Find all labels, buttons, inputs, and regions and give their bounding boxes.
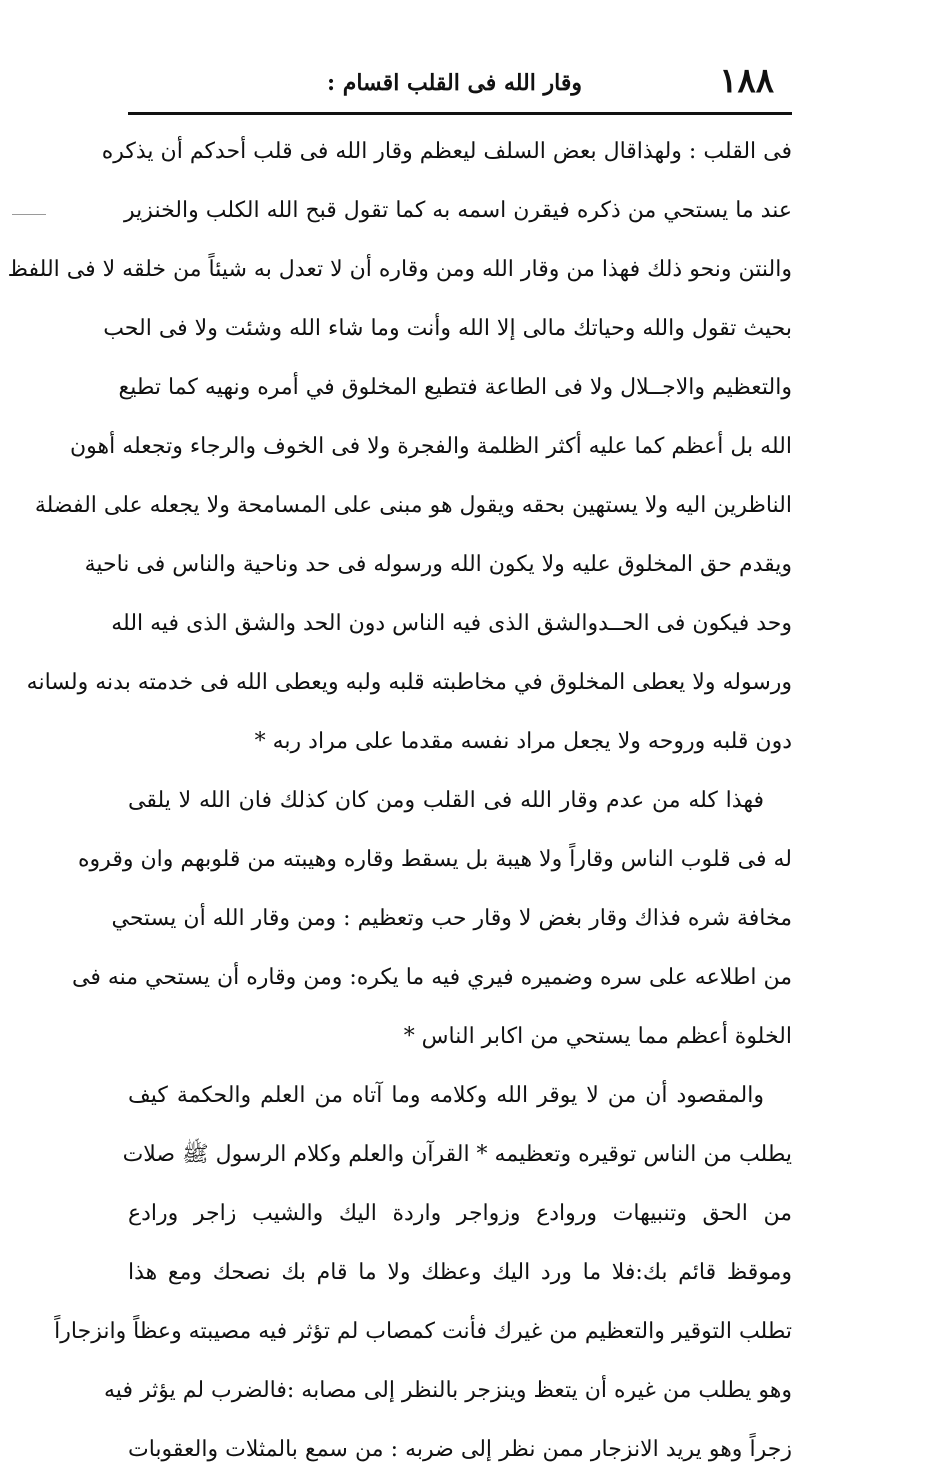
paragraph-3: [54, 1066, 792, 1479]
header-rule: [128, 112, 792, 115]
text-line: من اطلاعه على سره وضميره فيري فيه ما يكره: ومن وقاره أن يستحي منه فى: [72, 965, 792, 990]
text-line: والنتن ونحو ذلك فهذا من وقار الله ومن وقاره أن لا تعدل به شيئاً من خلقه لا فى اللفظ: [7, 257, 792, 282]
text-line: تطلب التوقير والتعظيم من غيرك فأنت كمصاب لم تؤثر فيه مصيبته وعظاً وانزجاراً: [54, 1319, 792, 1344]
text-line: فى القلب : ولهذاقال بعض السلف ليعظم وقار الله فى قلب أحدكم أن يذكره: [101, 139, 792, 164]
text-line: فهذا كله من عدم وقار الله فى القلب ومن كان كذلك فان الله لا يلقى: [128, 788, 764, 813]
text-line: له فى قلوب الناس وقاراً ولا هيبة بل يسقط وقاره وهيبته من قلوبهم وان وقروه: [78, 847, 792, 872]
text-line: مخافة شره فذاك وقار بغض لا وقار حب وتعظيم : ومن وقار الله أن يستحي: [111, 906, 792, 931]
page-header: [128, 62, 792, 102]
text-line: والمقصود أن من لا يوقر الله وكلامه وما آتاه من العلم والحكمة كيف: [128, 1083, 764, 1108]
margin-mark: [12, 214, 46, 215]
text-line: الناظرين اليه ولا يستهين بحقه ويقول هو مبنى على المسامحة ولا يجعله على الفضلة: [34, 493, 792, 518]
running-title: وقار الله فى القلب اقسام :: [326, 70, 582, 96]
text-line: بحيث تقول والله وحياتك مالى إلا الله وأنت وما شاء الله وشئت ولا فى الحب: [103, 316, 792, 341]
text-line: الله بل أعظم كما عليه أكثر الظلمة والفجرة ولا فى الخوف والرجاء وتجعله أهون: [69, 434, 792, 459]
page-number: ١٨٨: [719, 61, 774, 101]
text-line: وهو يطلب من غيره أن يتعظ وينزجر بالنظر إلى مصابه :فالضرب لم يؤثر فيه: [104, 1378, 792, 1403]
text-line: الخلوة أعظم مما يستحي من اكابر الناس *: [403, 1024, 792, 1049]
text-line: والتعظيم والاجــلال ولا فى الطاعة فتطيع المخلوق في أمره ونهيه كما تطيع: [118, 375, 792, 400]
body-text: [7, 122, 792, 1479]
text-line: ورسوله ولا يعطى المخلوق في مخاطبته قلبه ولبه ويعطى الله فى خدمته بدنه ولسانه: [26, 670, 792, 695]
text-line: دون قلبه وروحه ولا يجعل مراد نفسه مقدما على مراد ربه *: [254, 729, 792, 754]
text-line: ويقدم حق المخلوق عليه ولا يكون الله ورسوله فى حد وناحية والناس فى ناحية: [84, 552, 792, 577]
text-line: من الحق وتنبيهات وروادع وزواجر واردة اليك والشيب زاجر ورادع: [128, 1201, 792, 1226]
paragraph-1: [7, 122, 792, 771]
text-line: وحد فيكون فى الحــدوالشق الذى فيه الناس دون الحد والشق الذى فيه الله: [111, 611, 792, 636]
paragraph-2: [72, 771, 792, 1066]
text-line: وموقظ قائم بك:فلا ما ورد اليك وعظك ولا ما قام بك نصحك ومع هذا: [128, 1260, 792, 1285]
text-line: عند ما يستحي من ذكره فيقرن اسمه به كما تقول قبح الله الكلب والخنزير: [124, 198, 792, 223]
text-line: زجراً وهو يريد الانزجار ممن نظر إلى ضربه : من سمع بالمثلات والعقوبات: [128, 1437, 792, 1462]
text-line: يطلب من الناس توقيره وتعظيمه * القرآن والعلم وكلام الرسول ﷺ صلات: [122, 1142, 792, 1167]
